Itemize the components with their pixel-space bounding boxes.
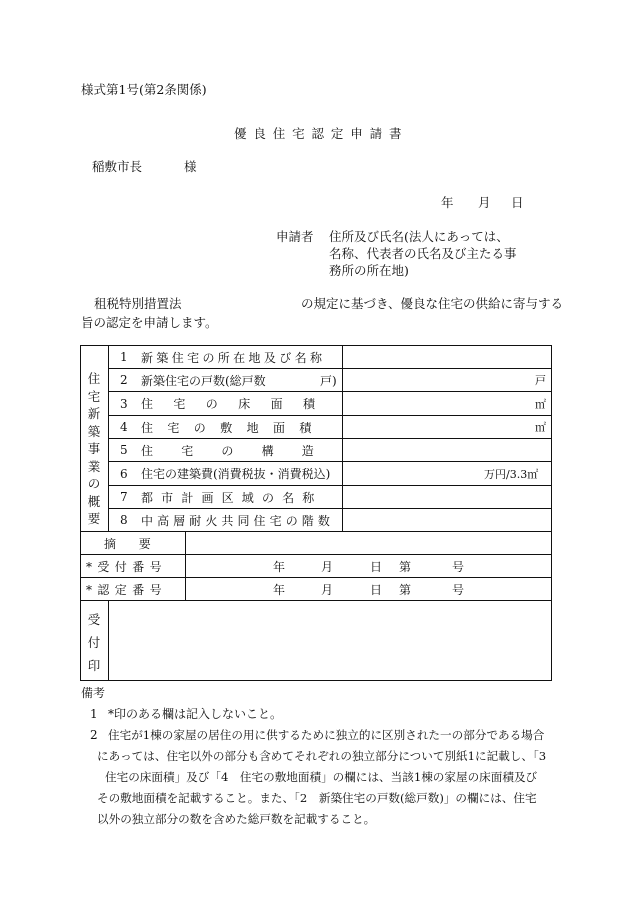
- row-label: 新築住宅の戸数(総戸数: [141, 373, 266, 388]
- row-unit: 戸: [535, 374, 546, 387]
- receipt-day: 日: [370, 559, 383, 574]
- row-label: 住宅の建築費(消費税抜・消費税込): [141, 467, 331, 481]
- addressee-name: 稲敷市長: [92, 159, 143, 174]
- row-number: 7: [120, 490, 128, 504]
- note-item-line: にあっては、住宅以外の部分も含めてそれぞれの独立部分について別紙1に記載し、「3: [97, 749, 547, 763]
- application-table: [80, 345, 552, 681]
- cert-year: 年: [273, 582, 286, 597]
- row-label: 住宅の敷地面積: [141, 420, 326, 435]
- statement-law: 租税特別措置法: [94, 296, 182, 311]
- cert-month: 月: [321, 582, 334, 597]
- row-number: 5: [120, 443, 128, 457]
- receipt-go: 号: [452, 559, 465, 574]
- applicant-line-3: 務所の所在地): [329, 263, 409, 278]
- row-label: 都市計画区域の名称: [141, 490, 323, 505]
- statement-line-2: 旨の認定を申請します。: [81, 315, 218, 330]
- page-title: 優良住宅認定申請書: [234, 126, 409, 141]
- note-number: 1: [90, 707, 98, 721]
- notes-heading: 備考: [81, 686, 106, 700]
- row-unit: 万円/3.3㎡: [484, 467, 539, 481]
- addressee-honorific: 様: [184, 159, 197, 174]
- group-label-vertical: 住宅新築事業の概要: [87, 371, 101, 526]
- row-label: 住宅の構造: [141, 443, 343, 458]
- date-year: 年: [441, 195, 454, 210]
- row-number: 8: [120, 513, 128, 527]
- form-number: 様式第1号(第2条関係): [81, 82, 207, 97]
- statement-line-1: の規定に基づき、優良な住宅の供給に寄与する: [301, 296, 564, 311]
- row-number: 2: [120, 373, 128, 387]
- note-item-line: 以外の独立部分の数を含めた総戸数を記載すること。: [97, 812, 376, 826]
- note-item: *印のある欄は記入しないこと。: [108, 707, 283, 721]
- note-item-line: その敷地面積を記載すること。また、「2 新築住宅の戸数(総戸数)」の欄には、住宅: [97, 791, 537, 805]
- cert-day: 日: [370, 582, 383, 597]
- row-label: 住宅の床面積: [141, 397, 336, 411]
- note-item-line: 住宅の床面積」及び「4 住宅の敷地面積」の欄には、当該1棟の家屋の床面積及び: [105, 770, 538, 784]
- summary-label: 摘要: [104, 536, 174, 551]
- applicant-line-1: 住所及び氏名(法人にあっては、: [329, 229, 509, 244]
- cert-go: 号: [452, 582, 465, 597]
- receipt-stamp-label: 受付印: [87, 612, 101, 673]
- receipt-year: 年: [273, 559, 286, 574]
- receipt-month: 月: [321, 559, 334, 574]
- row-label: 中高層耐火共同住宅の階数: [141, 513, 334, 528]
- note-number: 2: [90, 728, 98, 742]
- applicant-label: 申請者: [276, 229, 314, 244]
- date-month: 月: [478, 195, 491, 210]
- row-label-unit: 戸): [320, 373, 337, 388]
- applicant-line-2: 名称、代表者の氏名及び主たる事: [329, 246, 517, 261]
- cert-number-label: *認定番号: [86, 582, 168, 597]
- note-item-line: 住宅が1棟の家屋の居住の用に供するために独立的に区別された一の部分である場合: [108, 728, 545, 742]
- cert-dai: 第: [399, 582, 412, 597]
- receipt-dai: 第: [399, 559, 412, 574]
- row-number: 6: [120, 466, 128, 481]
- receipt-number-label: *受付番号: [86, 559, 168, 574]
- row-label: 新築住宅の所在地及び名称: [141, 350, 326, 365]
- date-day: 日: [511, 195, 524, 210]
- row-number: 4: [120, 420, 128, 434]
- row-number: 1: [120, 350, 128, 364]
- row-unit: ㎡: [535, 397, 546, 411]
- row-number: 3: [120, 396, 128, 411]
- row-unit: ㎡: [535, 421, 546, 434]
